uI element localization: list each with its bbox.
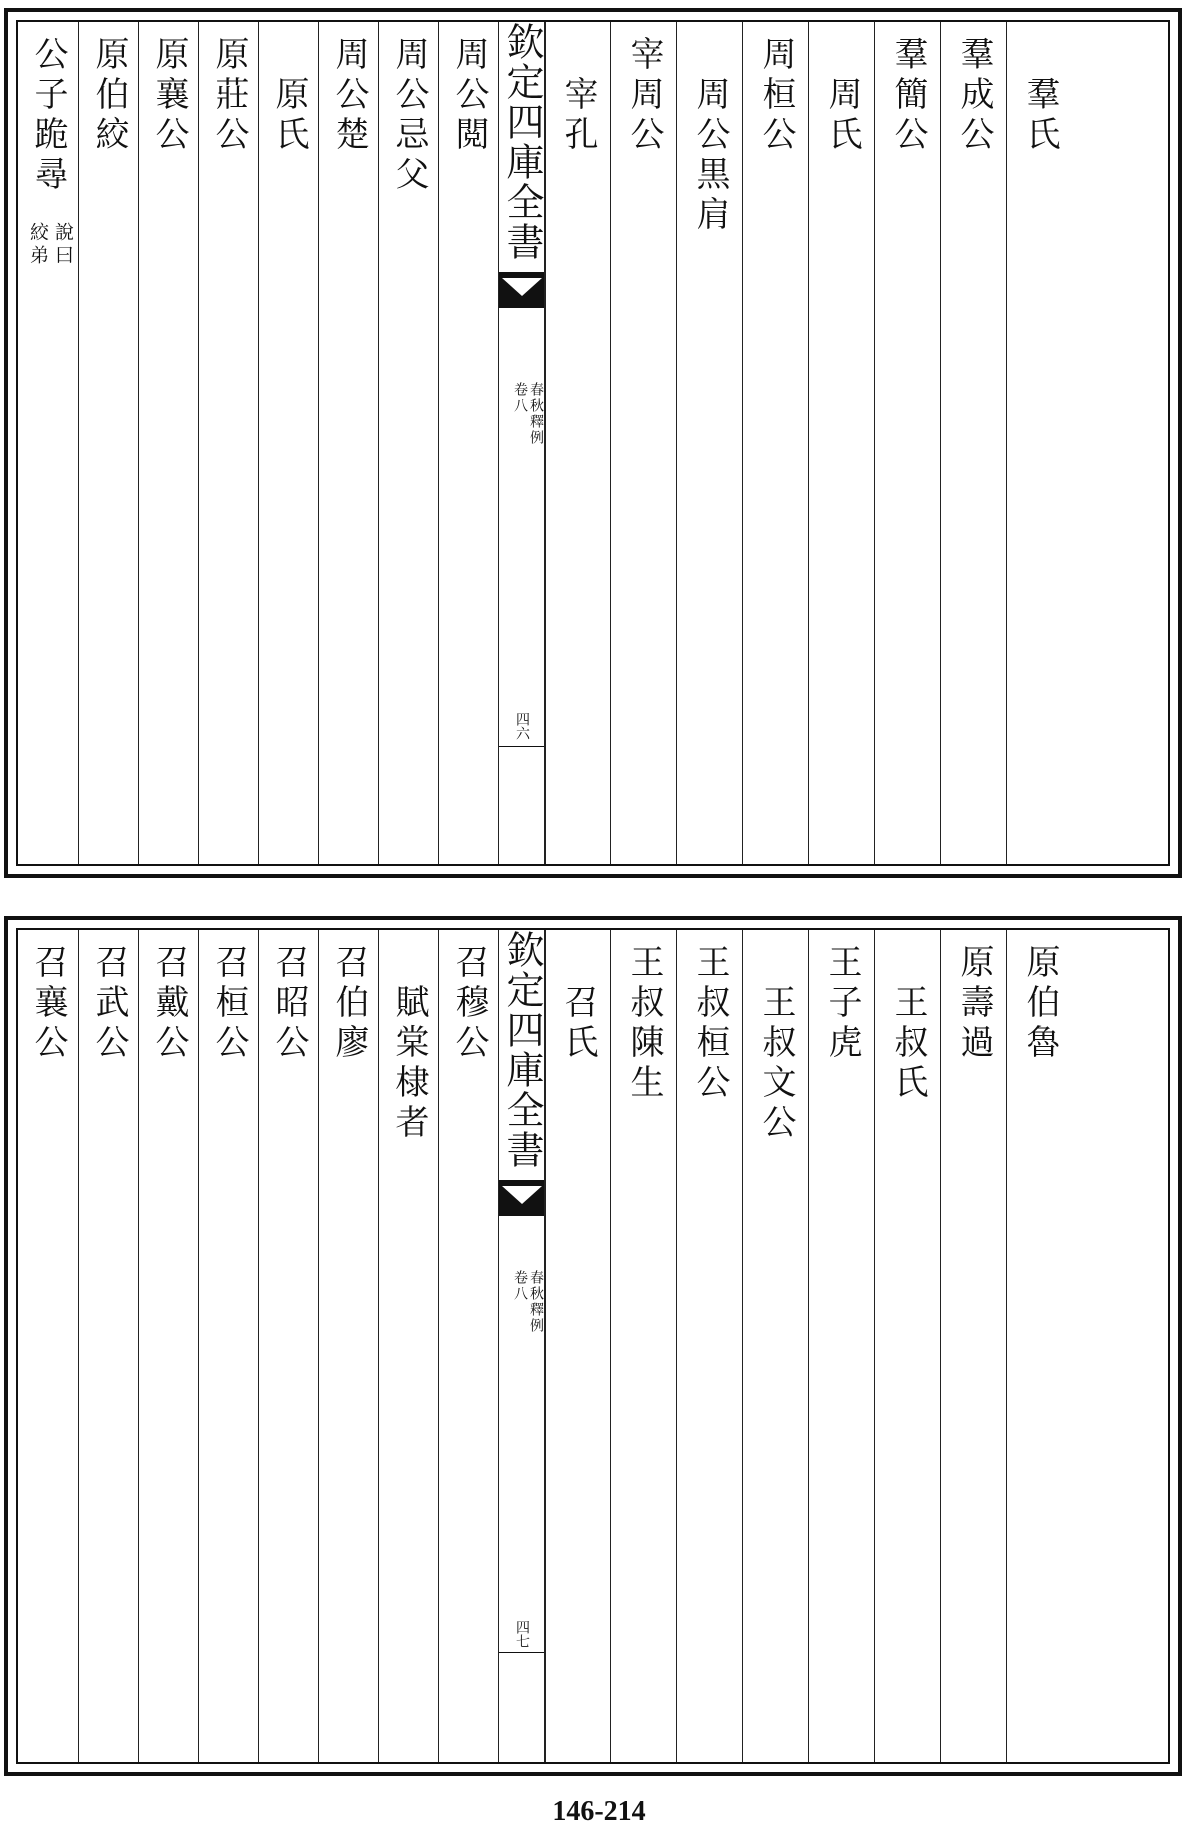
annotation-line: 說曰 xyxy=(52,222,74,268)
entry-column xyxy=(610,930,677,1762)
entry-column xyxy=(378,930,439,1762)
banner-page-number: 四七 xyxy=(514,1620,530,1648)
entry-column xyxy=(138,22,199,864)
entry-column xyxy=(18,930,78,1762)
entry-column xyxy=(940,930,1007,1762)
entry-text: 周公黒肩 xyxy=(690,76,730,236)
entry-column xyxy=(808,930,875,1762)
entry-text: 召武公 xyxy=(89,944,129,1064)
annotation-line: 絞弟 xyxy=(27,222,49,268)
entry-text: 周桓公 xyxy=(756,36,796,156)
entry-text: 王子虎 xyxy=(822,944,862,1064)
banner-book: 春秋釋例 xyxy=(528,1270,544,1334)
entry-text: 原莊公 xyxy=(209,36,249,156)
entry-column xyxy=(78,930,139,1762)
entry-column xyxy=(1006,930,1073,1762)
entry-text: 羣氏 xyxy=(1020,76,1060,156)
banner-volume: 卷八 xyxy=(512,382,528,414)
entry-column xyxy=(318,930,379,1762)
entry-text: 召伯廖 xyxy=(329,944,369,1064)
entry-column xyxy=(940,22,1007,864)
banner-title: 欽定四庫全書 xyxy=(499,22,545,274)
entry-column xyxy=(318,22,379,864)
entry-text: 召穆公 xyxy=(449,944,489,1064)
entry-text: 宰孔 xyxy=(558,76,598,156)
entry-text: 召桓公 xyxy=(209,944,249,1064)
banner-rule xyxy=(499,1652,545,1653)
entry-text: 王叔氏 xyxy=(888,984,928,1104)
entry-column xyxy=(18,22,78,864)
entry-text: 羣簡公 xyxy=(888,36,928,156)
entry-text: 公子跪尋 xyxy=(28,36,68,196)
entry-column xyxy=(742,930,809,1762)
entry-text: 王叔文公 xyxy=(756,984,796,1144)
entry-column xyxy=(438,930,499,1762)
entry-column xyxy=(676,930,743,1762)
entry-text: 王叔桓公 xyxy=(690,944,730,1104)
entry-text: 原伯魯 xyxy=(1020,944,1060,1064)
entry-column xyxy=(378,22,439,864)
entry-text: 周公閲 xyxy=(449,36,489,156)
entry-text: 召昭公 xyxy=(269,944,309,1064)
entry-text: 召襄公 xyxy=(28,944,68,1064)
entry-column xyxy=(610,22,677,864)
entry-text: 原襄公 xyxy=(149,36,189,156)
entry-column xyxy=(676,22,743,864)
banner-book-info xyxy=(513,1270,543,1334)
entry-column xyxy=(78,22,139,864)
page-footer-number: 146-214 xyxy=(552,1796,646,1827)
entry-column xyxy=(544,22,611,864)
entry-text: 周公忌父 xyxy=(389,36,429,196)
page-frame xyxy=(16,928,1170,1764)
entry-column xyxy=(258,22,319,864)
entry-column xyxy=(198,930,259,1762)
banner-book: 春秋釋例 xyxy=(528,382,544,446)
banner-page-number: 四六 xyxy=(514,712,530,740)
annotation-note xyxy=(24,222,72,268)
banner-book-info xyxy=(513,382,543,446)
banner-volume: 卷八 xyxy=(512,1270,528,1302)
entry-text: 原氏 xyxy=(269,76,309,156)
fish-tail-mark-icon xyxy=(499,274,545,308)
entry-column xyxy=(808,22,875,864)
entry-column xyxy=(258,930,319,1762)
entry-column xyxy=(438,22,499,864)
entry-text: 賦棠棣者 xyxy=(389,984,429,1144)
banner-title: 欽定四庫全書 xyxy=(499,930,545,1182)
entry-column xyxy=(1006,22,1073,864)
entry-column xyxy=(544,930,611,1762)
scan-page-bottom xyxy=(4,916,1182,1776)
entry-column xyxy=(198,22,259,864)
entry-text: 王叔陳生 xyxy=(624,944,664,1104)
banner-rule xyxy=(499,746,545,747)
entry-text: 宰周公 xyxy=(624,36,664,156)
entry-column xyxy=(874,930,941,1762)
entry-text: 召戴公 xyxy=(149,944,189,1064)
fish-tail-mark-icon xyxy=(499,1182,545,1216)
entry-text: 原伯絞 xyxy=(89,36,129,156)
center-banner xyxy=(498,22,546,864)
entry-column xyxy=(874,22,941,864)
entry-text: 原壽過 xyxy=(954,944,994,1064)
entry-column xyxy=(138,930,199,1762)
entry-text: 召氏 xyxy=(558,984,598,1064)
entry-text: 周氏 xyxy=(822,76,862,156)
page-frame xyxy=(16,20,1170,866)
entry-column xyxy=(742,22,809,864)
center-banner xyxy=(498,930,546,1762)
entry-text: 羣成公 xyxy=(954,36,994,156)
scan-page-top xyxy=(4,8,1182,878)
entry-text: 周公楚 xyxy=(329,36,369,156)
